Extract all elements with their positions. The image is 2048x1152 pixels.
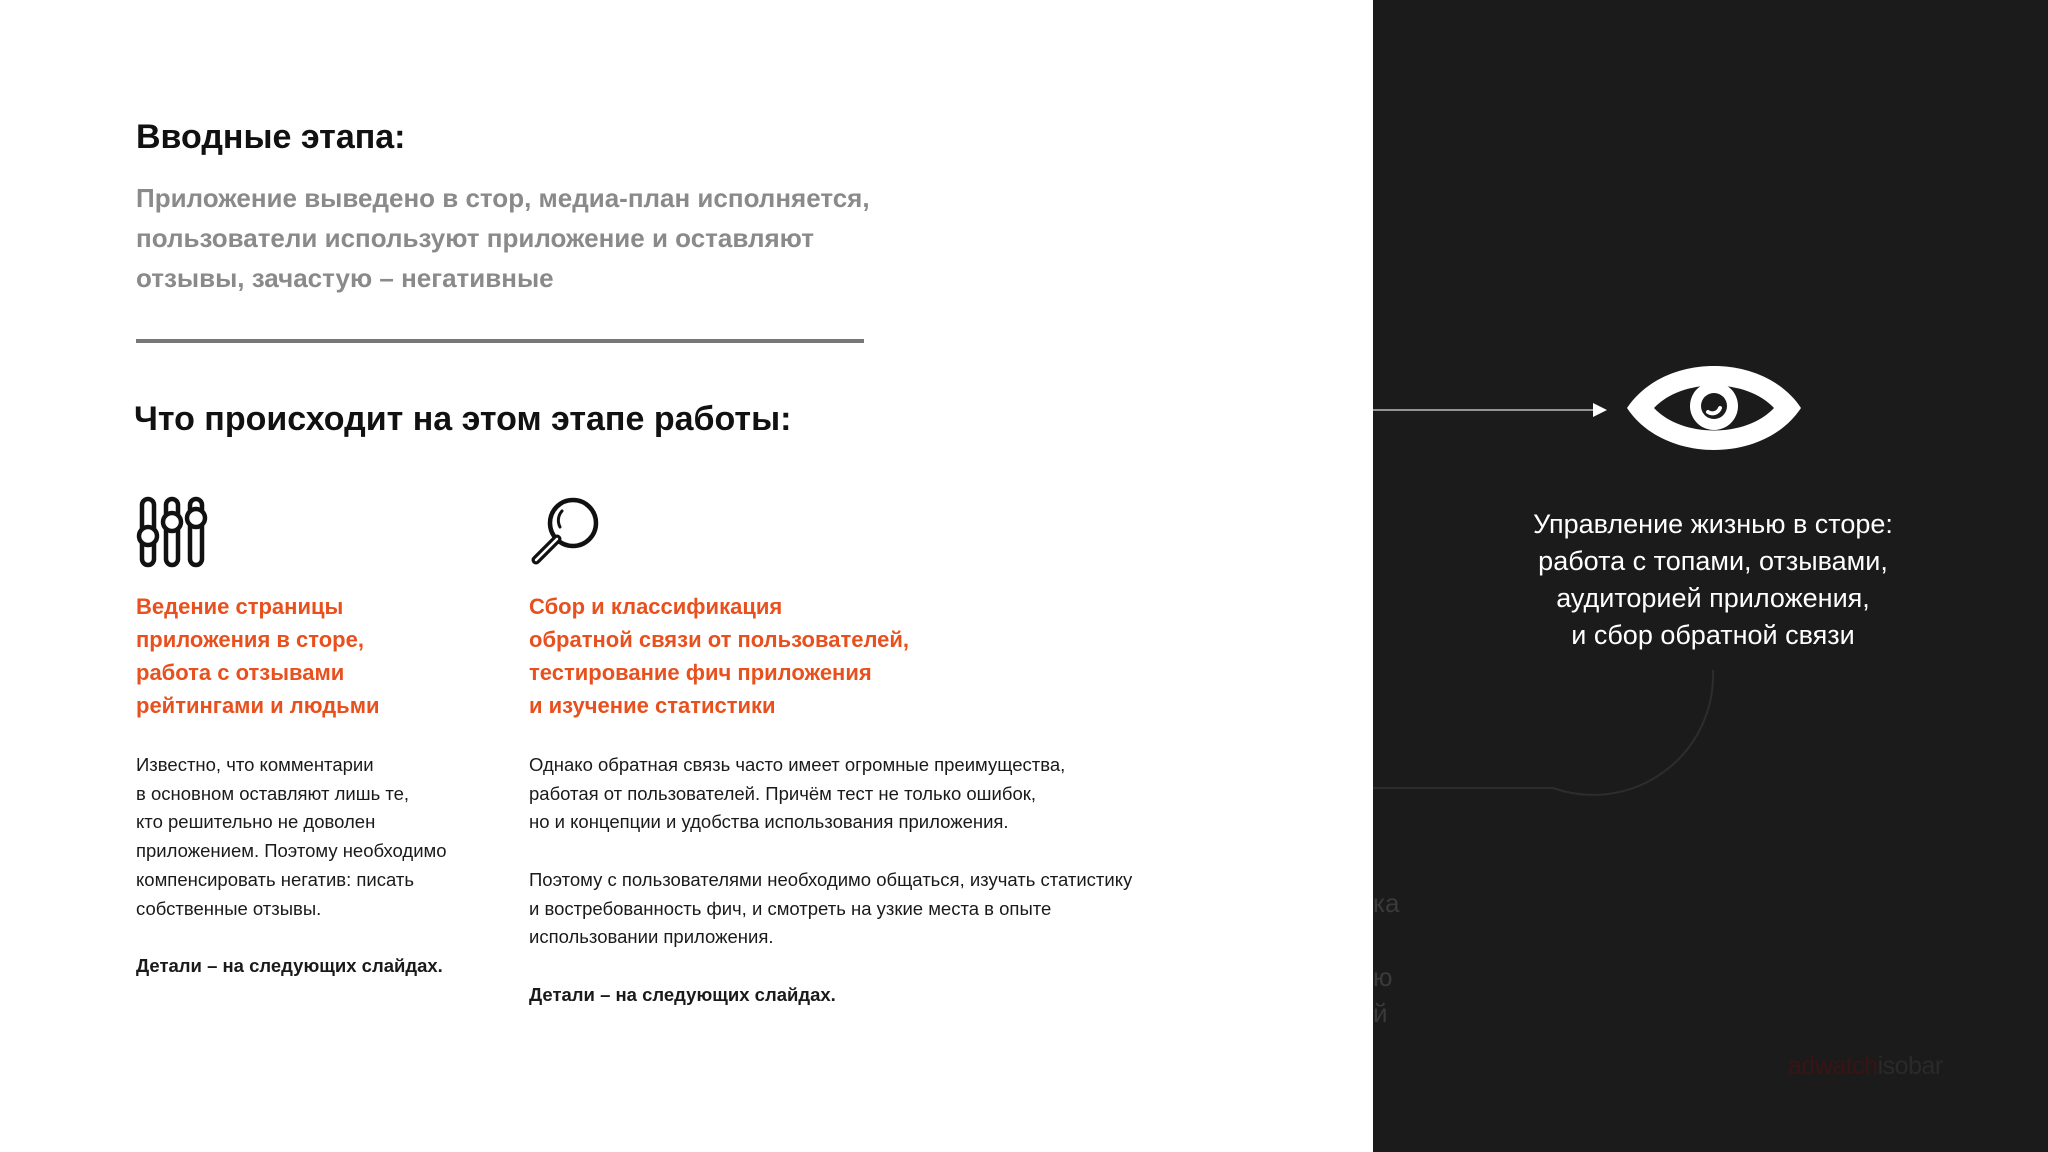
bleed-text: ка xyxy=(1373,888,1400,918)
logo-part: isobar xyxy=(1877,1052,1943,1080)
caption-line: аудиторией приложения, xyxy=(1556,583,1870,613)
caption-line: Управление жизнью в сторе: xyxy=(1533,509,1893,539)
heading-line: Ведение страницы xyxy=(136,594,344,619)
eye-icon xyxy=(1624,358,1804,458)
dark-panel xyxy=(1373,0,2048,1152)
sliders-icon xyxy=(136,496,208,568)
intro-line: пользователи используют приложение и оставляют xyxy=(136,223,814,253)
magnifier-icon xyxy=(528,496,604,568)
caption-line: работа с топами, отзывами, xyxy=(1538,546,1888,576)
body-line: Однако обратная связь часто имеет огромные преимущества, xyxy=(529,754,1066,775)
column-2-body xyxy=(529,751,1132,1009)
body-line: Известно, что комментарии xyxy=(136,754,374,775)
caption-line: и сбор обратной связи xyxy=(1571,620,1855,650)
intro-line: Приложение выведено в стор, медиа-план исполняется, xyxy=(136,183,870,213)
brand-logo xyxy=(1788,1052,1943,1081)
body-line: собственные отзывы. xyxy=(136,897,322,919)
bleed-text: й xyxy=(1373,998,1388,1028)
body-line: в основном оставляют лишь те, xyxy=(136,782,410,804)
section-title: Что происходит на этом этапе работы: xyxy=(134,400,792,438)
intro-text xyxy=(136,178,956,298)
body-line: кто решительно не доволен xyxy=(136,811,376,833)
column-2-details: Детали – на следующих слайдах. xyxy=(529,983,836,1005)
body-line: использовании приложения. xyxy=(529,926,774,948)
logo-part: adwatch xyxy=(1788,1052,1878,1080)
body-line: и востребованность фич, и смотреть на узкие места в опыте xyxy=(529,897,1052,919)
heading-line: обратной связи от пользователей, xyxy=(529,627,910,652)
body-line: работая от пользователей. Причём тест не только ошибок, xyxy=(529,782,1036,804)
body-line: компенсировать негатив: писать xyxy=(136,868,414,890)
body-line: Поэтому с пользователями необходимо общаться, изучать статистику xyxy=(529,868,1133,890)
intro-title: Вводные этапа: xyxy=(136,118,406,156)
heading-line: Сбор и классификация xyxy=(529,594,783,619)
column-1-details: Детали – на следующих слайдах. xyxy=(136,954,443,976)
decorative-curve xyxy=(1373,660,1733,800)
body-line: но и концепции и удобства использования приложения. xyxy=(529,811,1009,833)
heading-line: тестирование фич приложения xyxy=(529,660,872,685)
heading-line: приложения в сторе, xyxy=(136,627,364,652)
heading-line: и изучение статистики xyxy=(529,693,776,718)
panel-caption xyxy=(1523,506,1903,654)
bleed-text: ю xyxy=(1373,962,1393,992)
column-1-body xyxy=(136,751,447,981)
column-1-heading xyxy=(136,590,380,722)
heading-line: работа с отзывами xyxy=(136,660,345,685)
body-line: приложением. Поэтому необходимо xyxy=(136,840,447,862)
heading-line: рейтингами и людьми xyxy=(136,693,380,718)
section-divider xyxy=(136,339,864,343)
column-2-heading xyxy=(529,590,909,722)
intro-line: отзывы, зачастую – негативные xyxy=(136,263,554,293)
